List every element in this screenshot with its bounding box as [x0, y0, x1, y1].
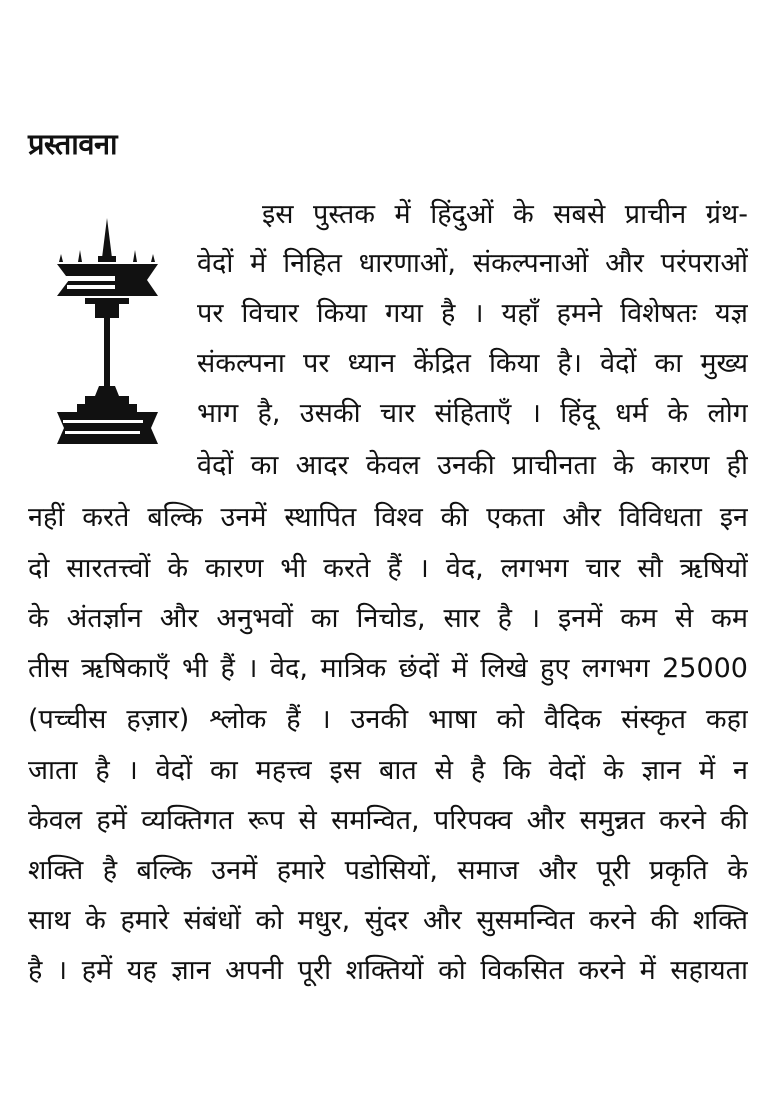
- text-line: नहीं करते बल्कि उनमें स्थापित विश्व की एकता और विविधता इन: [28, 502, 748, 533]
- text-line: केवल हमें व्यक्तिगत रूप से समन्वित, परिपक्व और समुन्नत करने की: [28, 805, 748, 836]
- oil-lamp-icon: [55, 218, 160, 446]
- text-line: वेदों का आदर केवल उनकी प्राचीनता के कारण ही: [197, 450, 748, 481]
- text-line: शक्ति है बल्कि उनमें हमारे पडोसियों, समाज और पूरी प्रकृति के: [28, 855, 748, 886]
- text-line: दो सारतत्त्वों के कारण भी करते हैं । वेद, लगभग चार सौ ऋषियों: [28, 553, 748, 584]
- page-title: प्रस्तावना: [28, 127, 118, 161]
- text-line: इस पुस्तक में हिंदुओं के सबसे प्राचीन ग्रंथ-: [262, 199, 748, 230]
- text-line: (पच्चीस हज़ार) श्लोक हैं । उनकी भाषा को वैदिक संस्कृत कहा: [28, 704, 748, 735]
- text-line: वेदों में निहित धारणाओं, संकल्पनाओं और परंपराओं: [197, 248, 748, 279]
- text-line: पर विचार किया गया है । यहाँ हमने विशेषतः यज्ञ: [197, 298, 748, 329]
- text-line: संकल्पना पर ध्यान केंद्रित किया है। वेदों का मुख्य: [197, 348, 748, 379]
- text-line: है । हमें यह ज्ञान अपनी पूरी शक्तियों को विकसित करने में सहायता: [28, 955, 748, 986]
- text-line: तीस ऋषिकाएँ भी हैं । वेद, मात्रिक छंदों में लिखे हुए लगभग 25000: [28, 653, 748, 684]
- text-line: भाग है, उसकी चार संहिताएँ । हिंदू धर्म के लोग: [197, 398, 748, 429]
- text-line: जाता है । वेदों का महत्त्व इस बात से है कि वेदों के ज्ञान में न: [28, 755, 748, 786]
- text-line: के अंतर्ज्ञान और अनुभवों का निचोड, सार है । इनमें कम से कम: [28, 603, 748, 634]
- text-line: साथ के हमारे संबंधों को मधुर, सुंदर और सुसमन्वित करने की शक्ति: [28, 905, 748, 936]
